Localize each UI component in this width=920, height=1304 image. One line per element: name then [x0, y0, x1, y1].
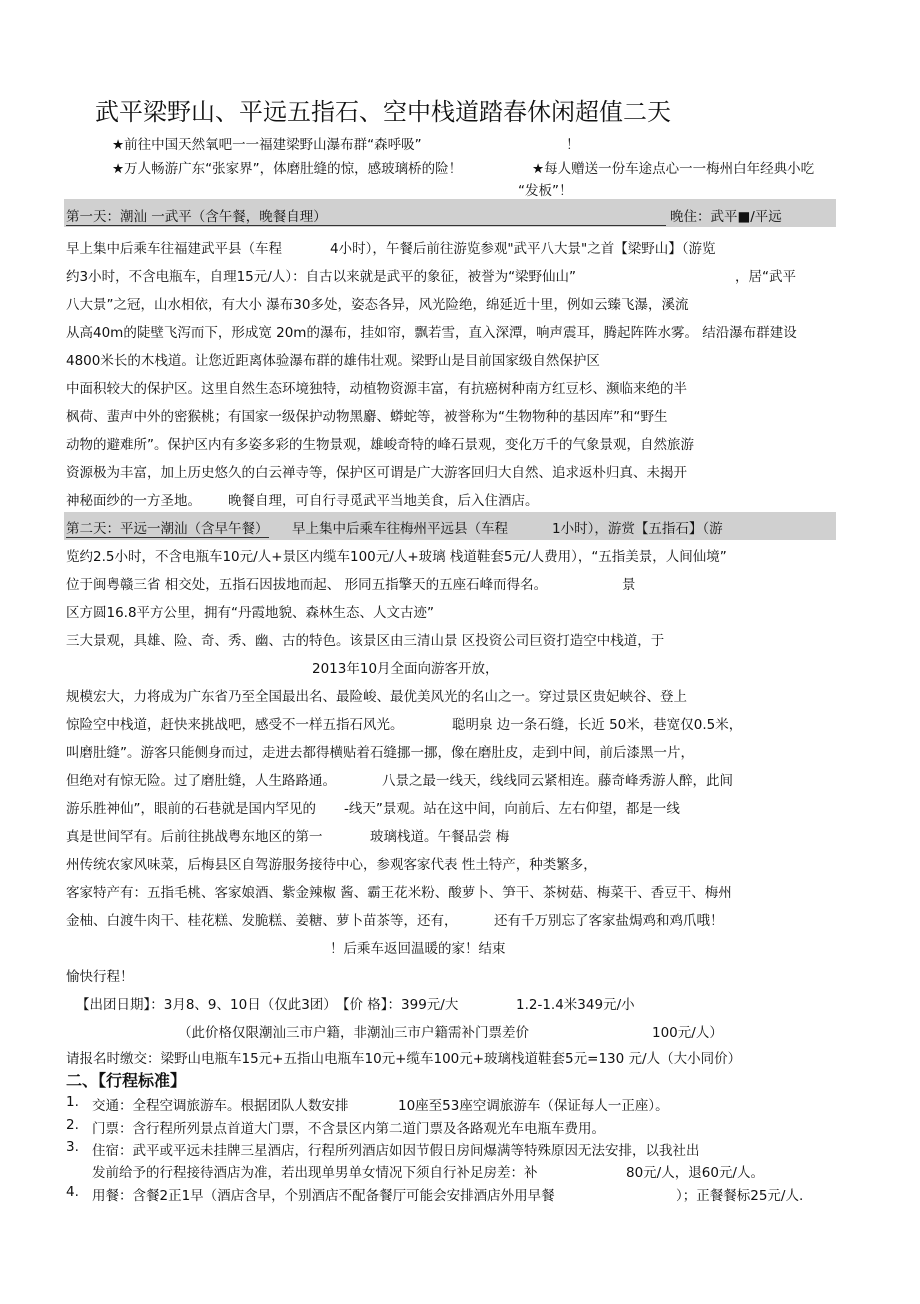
highlight-line-1: ★前往中国天然氧吧一一福建梁野山瀑布群“森呼吸”	[112, 137, 422, 153]
day2-line: 愉快行程！	[66, 969, 134, 985]
day2-line: 叫磨肚缝”。游客只能侧身而过，走进去都得横贴着石缝挪一挪，像在磨肚皮，走到中间，前后漆黑一片，	[66, 745, 694, 761]
day2-line: 区方圆16.8平方公里，拥有“丹霞地貌、森林生态、人文古迹”	[66, 605, 435, 621]
day1-line: 神秘面纱的一方圣地。	[66, 493, 201, 509]
day2-header-cont2: 1小时），游赏【五指石】（游	[552, 521, 723, 537]
day1-line: 4800米长的木栈道。让您近距离体验瀑布群的雄伟壮观。梁野山是目前国家级自然保护区	[66, 353, 600, 369]
standard-text: ）；正餐餐标25元/人.	[676, 1188, 804, 1204]
price-note: （此价格仅限潮汕三市户籍，非潮汕三市户籍需补门票差价	[178, 1025, 529, 1041]
standard-text: 用餐：含餐2正1早（酒店含早，个别酒店不配备餐厅可能会安排酒店外用早餐	[92, 1188, 555, 1204]
day2-line: -线天”景观。站在这中间，向前后、左右仰望，都是一线	[344, 801, 680, 817]
standard-text: 门票：含行程所列景点首道大门票，不含景区内第二道门票及各路观光车电瓶车费用。	[92, 1121, 605, 1137]
day2-line: 三大景观，具雄、险、奇、秀、幽、古的特色。该景区由三清山景 区投资公司巨资打造空中栈道，于	[66, 633, 665, 649]
standard-num: 1.	[66, 1094, 79, 1110]
standard-text: 住宿：武平或平远未挂牌三星酒店，行程所列酒店如因节假日房间爆满等特殊原因无法安排，以我社出	[92, 1143, 700, 1159]
day1-line: 早上集中后乘车往福建武平县（车程	[66, 241, 282, 257]
day2-line: 规模宏大，力将成为广东省乃至全国最出名、最险峻、最优美风光的名山之一。穿过景区贵妃峡谷、登上	[66, 689, 687, 705]
day2-line: 览约2.5小时，不含电瓶车10元/人+景区内缆车100元/人+玻璃 栈道鞋套5元/人费用），“五指美景，人间仙境”	[66, 549, 727, 565]
price-note-amount: 100元/人）	[652, 1025, 723, 1041]
price-adult: 【价 格】：399元/大	[336, 997, 459, 1013]
page-title: 武平梁野山、平远五指石、空中栈道踏春休闲超值二天	[95, 98, 671, 126]
standard-text: 10座至53座空调旅游车（保证每人一正座）。	[398, 1098, 669, 1114]
highlight-line-3: “发板”！	[518, 183, 573, 199]
day2-line: 但绝对有惊无险。过了磨肚缝，人生路路通。	[66, 773, 336, 789]
day2-line: ！后乘车返回温暖的家！结束	[330, 941, 506, 957]
day2-line: 金柚、白渡牛肉干、桂花糕、发脆糕、姜糖、萝卜苗茶等，还有，	[66, 913, 458, 929]
day1-line: 约3小时，不含电瓶车，自理15元/人）：自古以来就是武平的象征，被誉为“梁野仙山”	[66, 269, 577, 285]
day1-header-left: 第一天：潮汕 一武平（含午餐，晚餐自理）	[66, 205, 666, 226]
day1-line: 资源极为丰富，加上历史悠久的白云禅寺等，保护区可谓是广大游客回归大自然、追求返朴归真、未揭开	[66, 465, 687, 481]
payment-note: 请报名时缴交：梁野山电瓶车15元+五指山电瓶车10元+缆车100元+玻璃栈道鞋套5元=130 元/人（大小同价）	[66, 1051, 742, 1067]
day1-line: 中面积较大的保护区。这里自然生态环境独特，动植物资源丰富，有抗癌树种南方红豆杉、濒临来绝的半	[66, 381, 687, 397]
highlight-line-1-end: ！	[566, 137, 580, 153]
day2-line: 还有千万别忘了客家盐焗鸡和鸡爪哦！	[494, 913, 724, 929]
day2-line: 客家特产有：五指毛桃、客家娘酒、紫金辣椒 酱、霸王花米粉、酸萝卜、笋干、茶树菇、梅菜干、香豆干、梅州	[66, 885, 732, 901]
standard-text: 交通：全程空调旅游车。根据团队人数安排	[92, 1098, 349, 1114]
day2-line: 聪明泉 边一条石缝，长近 50米，巷宽仅0.5米，	[452, 717, 743, 733]
day2-line: 八景之最一线天，线线同云紧相连。藤奇峰秀游人醉，此间	[382, 773, 733, 789]
day1-line: 晚餐自理，可自行寻觅武平当地美食，后入住酒店。	[228, 493, 539, 509]
standard-num: 3.	[66, 1139, 79, 1155]
day1-header-right: 晚住：武平■/平远	[670, 209, 782, 225]
day2-line: 2013年10月全面向游客开放，	[312, 661, 499, 677]
highlight-line-2-right: ★每人赠送一份车途点心一一梅州白年经典小吃	[532, 161, 815, 177]
tour-dates: 【出团日期】：3月8、9、10日（仅此3团）	[76, 997, 337, 1013]
price-child: 1.2-1.4米349元/小	[516, 997, 635, 1013]
day1-line: 动物的避难所”。保护区内有多姿多彩的生物景观，雄峻奇特的峰石景观，变化万千的气象景观，自然旅游	[66, 437, 694, 453]
day2-line: 玻璃栈道。午餐品尝 梅	[370, 829, 510, 845]
day1-line: 从高40m的陡壁飞泻而下，形成宽 20m的瀑布，挂如帘，飘若雪，直入深潭，响声震耳，腾起阵阵水雾。 结沿瀑布群建设	[66, 325, 797, 341]
day2-line: 真是世间罕有。后前往挑战粤东地区的第一	[66, 829, 323, 845]
day2-line: 位于闽粤赣三省 相交处，五指石因拔地而起、 形同五指擎天的五座石峰而得名。	[66, 577, 548, 593]
day2-header: 第二天：平远一潮汕（含早午餐）	[66, 517, 269, 538]
highlight-line-2: ★万人畅游广东“张家界”，体磨肚缝的惊，感玻璃桥的险！	[112, 161, 463, 177]
standard-text: 80元/人，退60元/人。	[626, 1165, 764, 1181]
standards-heading: 二、【行程标准】	[66, 1071, 187, 1090]
day2-line: 景	[622, 577, 636, 593]
standard-num: 2.	[66, 1117, 79, 1133]
day2-line: 惊险空中栈道，赶快来挑战吧，感受不一样五指石风光。	[66, 717, 404, 733]
day1-line: 4小时），午餐后前往游览参观"武平八大景"之首【梁野山】（游览	[330, 241, 716, 257]
day2-line: 州传统农家风味菜，后梅县区自驾游服务接待中心，参观客家代表 性土特产，种类繁多，	[66, 857, 597, 873]
day2-line: 游乐胜神仙”，眼前的石巷就是国内罕见的	[66, 801, 316, 817]
day2-header-cont: 早上集中后乘车往梅州平远县（车程	[292, 521, 508, 537]
standard-text: 发前给予的行程接待酒店为准，若出现单男单女情况下须自行补足房差：补	[92, 1165, 538, 1181]
day1-line: 枫荷、蜚声中外的密猴桃；有国家一级保护动物黑麝、蟒蛇等，被誉称为“生物物种的基因库”和“野生	[66, 409, 668, 425]
day1-line: 八大景”之冠，山水相依，有大小 瀑布30多处，姿态各异，风光险绝，绵延近十里，例如云臻飞瀑，溪流	[66, 297, 689, 313]
standard-num: 4.	[66, 1184, 79, 1200]
day1-line: ，居“武平	[735, 269, 796, 285]
